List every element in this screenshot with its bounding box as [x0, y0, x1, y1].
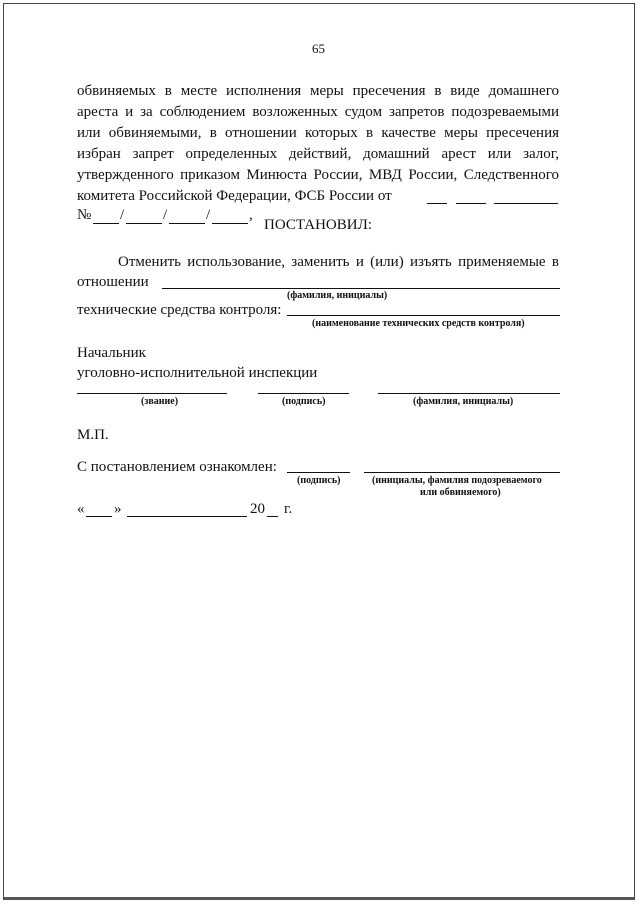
acquainted-label: С постановлением ознакомлен: [77, 459, 277, 475]
body-line-1: обвиняемых в месте исполнения меры пресечения в виде домашнего [77, 83, 559, 99]
order-date-day-line [427, 203, 447, 204]
caption-tech-means: (наименование технических средств контроля) [312, 318, 525, 329]
caption-name: (фамилия, инициалы) [287, 290, 388, 301]
caption-signature-2: (подпись) [297, 475, 341, 486]
chief-title-line-2: уголовно-исполнительной инспекции [77, 365, 318, 381]
body-line-3: или обвиняемыми, в отношении которых в качестве меры пресечения [77, 125, 559, 141]
date-month-line [127, 516, 247, 517]
slash-3: / [206, 207, 211, 223]
slash-1: / [120, 207, 125, 223]
body-line-4: избран запрет определенных действий, домашний арест или залог, [77, 146, 559, 162]
caption-rank: (звание) [141, 396, 179, 407]
signature-line [258, 393, 349, 394]
caption-signature: (подпись) [282, 396, 326, 407]
in-relation-label: отношении [77, 274, 149, 290]
caption-initials-line-1: (инициалы, фамилия подозреваемого [372, 475, 542, 486]
order-date-year-line [494, 203, 558, 204]
order-date-month-line [456, 203, 486, 204]
page-number: 65 [312, 41, 325, 56]
tech-means-field-line [287, 315, 560, 316]
comma: , [249, 207, 253, 223]
date-open-quote: « [77, 501, 85, 517]
caption-initials-line-2: или обвиняемого) [420, 487, 501, 498]
date-day-line [86, 516, 112, 517]
year-suffix: г. [284, 501, 293, 517]
body-line-5: утвержденного приказом Минюста России, МВД России, Следственного [77, 167, 559, 183]
body-line-6: комитета Российской Федерации, ФСБ России от [77, 188, 392, 204]
stamp-place: М.П. [77, 427, 109, 443]
order-number-line-4 [212, 223, 248, 224]
order-number-line-1 [93, 223, 119, 224]
tech-means-label: технические средства контроля: [77, 302, 282, 318]
body-line-2: ареста и за соблюдением возложенных судом запретов подозреваемыми [77, 104, 559, 120]
order-number-line-2 [126, 223, 162, 224]
year-prefix: 20 [250, 501, 265, 517]
date-year-line [267, 516, 278, 517]
chief-name-line [378, 393, 560, 394]
resolution-text: Отменить использование, заменить и (или) изъять применяемые в [118, 254, 559, 270]
name-field-line [162, 288, 560, 289]
caption-chief-name: (фамилия, инициалы) [413, 396, 514, 407]
rank-line [77, 393, 227, 394]
acquainted-signature-line [287, 472, 350, 473]
chief-title-line-1: Начальник [77, 345, 146, 361]
date-close-quote: » [114, 501, 122, 517]
number-sign: № [77, 207, 92, 223]
order-number-line-3 [169, 223, 205, 224]
heading-decided: ПОСТАНОВИЛ: [264, 217, 372, 233]
slash-2: / [163, 207, 168, 223]
acquainted-name-line [364, 472, 560, 473]
